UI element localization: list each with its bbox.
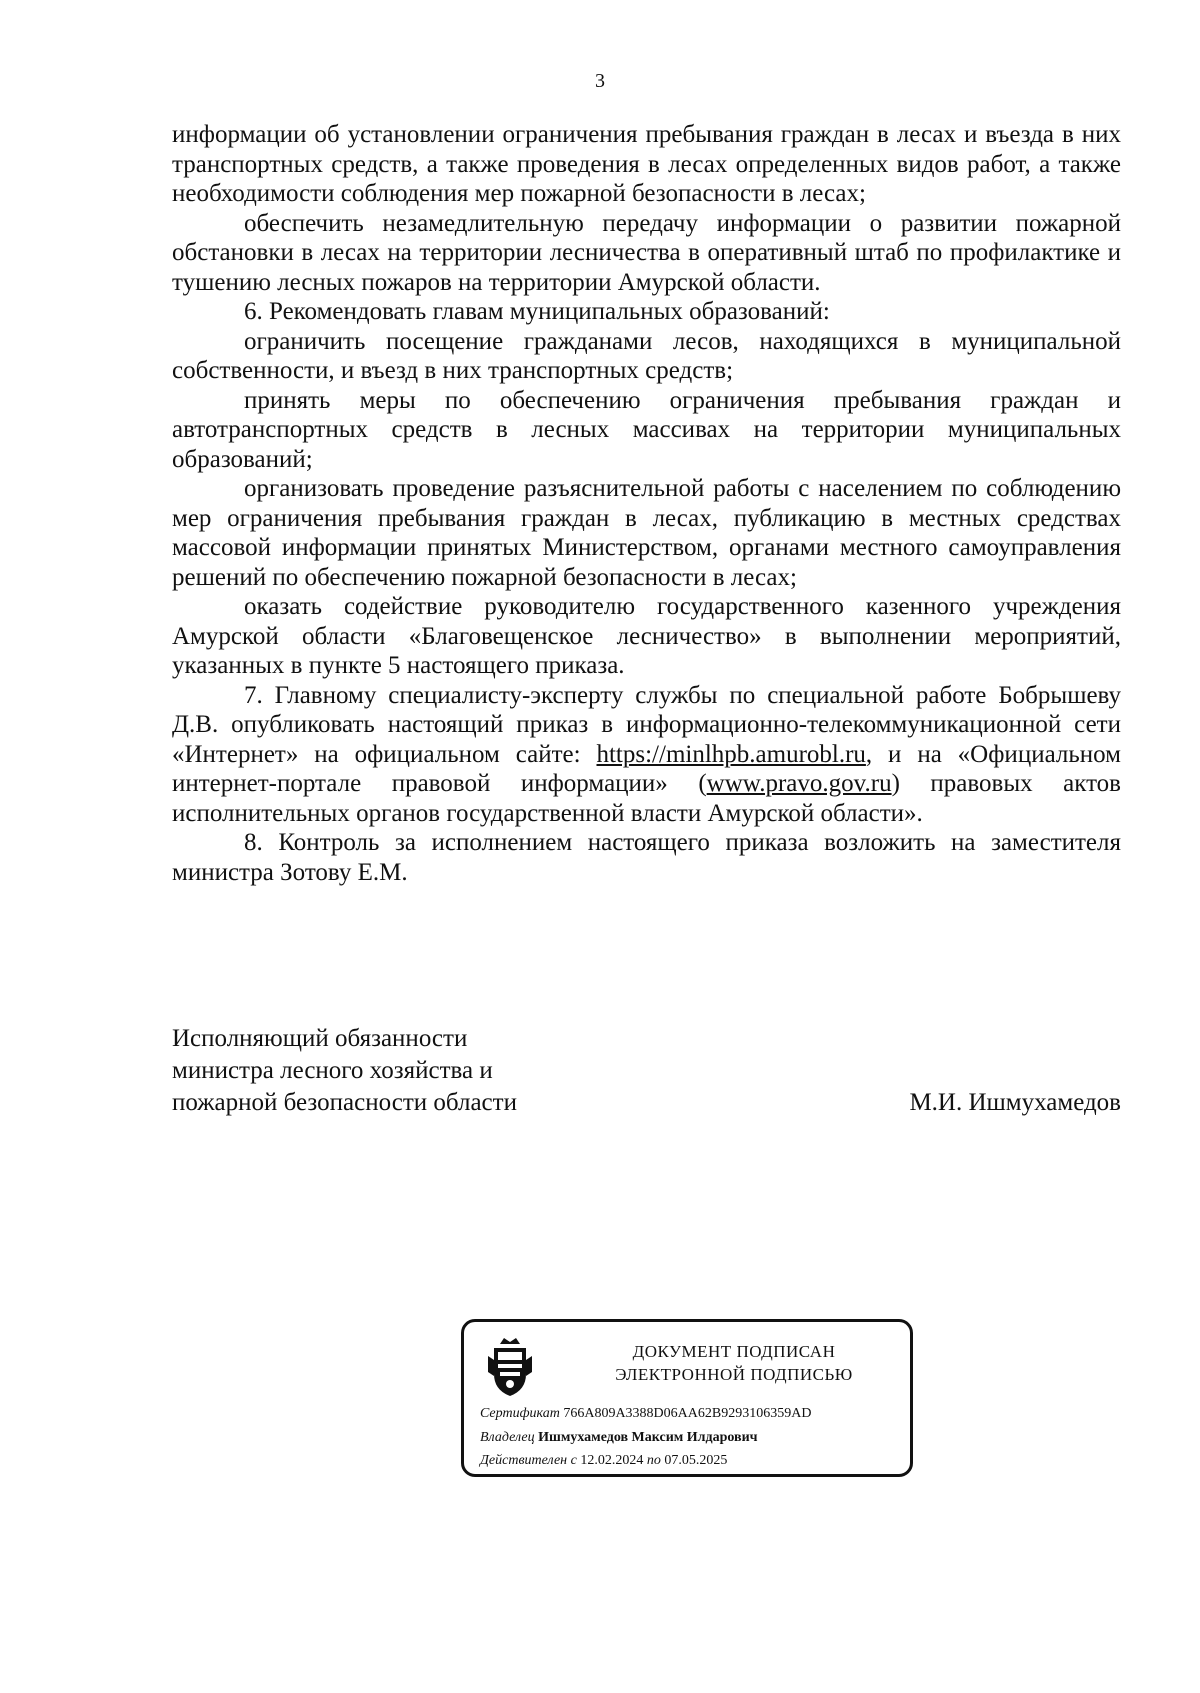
paragraph: обеспечить незамедлительную передачу информации о развитии пожарной обстановки в лесах на территории лесничества в оперативный штаб по профилактике и тушению лесных пожаров на территории Амурской области.: [172, 209, 1121, 296]
paragraph-7: [172, 681, 1121, 829]
e-signature-stamp: [461, 1319, 913, 1477]
signature-block: [172, 1023, 1121, 1119]
coat-of-arms-icon: [486, 1336, 534, 1398]
signatory-position-line: пожарной безопасности области: [172, 1089, 517, 1116]
owner-value: Ишмухамедов Максим Илдарович: [538, 1430, 758, 1445]
ministry-site-link[interactable]: https://minlhpb.amurobl.ru: [596, 740, 866, 768]
paragraph-7-text: ) правовых актов исполнительных органов государственной власти Амурской области».: [172, 770, 1121, 827]
certificate-label: Сертификат: [480, 1406, 560, 1421]
paragraph: информации об установлении ограничения пребывания граждан в лесах и въезда в них транспортных средств, а также проведения в лесах определенных видов работ, а также необходимости соблюдения мер пожарной безопасности в лесах;: [172, 121, 1121, 207]
paragraph: организовать проведение разъяснительной работы с населением по соблюдению мер ограничения пребывания граждан в лесах, публикацию в местных средствах массовой информации принятых Министерством, органами местного самоуправления решений по обеспечению пожарной безопасности в лесах;: [172, 475, 1121, 591]
certificate-value: 766A809A3388D06AA62B9293106359AD: [563, 1406, 812, 1421]
stamp-heading-line: ЭЛЕКТРОННОЙ ПОДПИСЬЮ: [615, 1365, 853, 1384]
signatory-position-line: Исполняющий обязанности: [172, 1025, 468, 1052]
stamp-owner: [480, 1430, 758, 1446]
order-body: [172, 120, 1121, 887]
paragraph-8: 8. Контроль за исполнением настоящего приказа возложить на заместителя министра Зотову Е.М.: [172, 829, 1121, 886]
paragraph: оказать содействие руководителю государственного казенного учреждения Амурской области «Благовещенское лесничество» в выполнении мероприятий, указанных в пункте 5 настоящего приказа.: [172, 593, 1121, 679]
stamp-validity: [480, 1453, 727, 1469]
signatory-position-line: министра лесного хозяйства и: [172, 1057, 493, 1084]
stamp-heading-line: ДОКУМЕНТ ПОДПИСАН: [632, 1342, 836, 1361]
paragraph-7-text: 7. Главному специалисту-эксперту службы по специальной работе Бобрышеву Д.В. опубликовать настоящий приказ в информационно-телекоммуникационной сети «Интернет» на официальном сайте:: [172, 681, 1121, 768]
stamp-certificate: [480, 1406, 811, 1422]
valid-to: 07.05.2025: [664, 1453, 728, 1468]
valid-from: 12.02.2024: [580, 1453, 644, 1468]
stamp-heading: [584, 1340, 884, 1386]
paragraph: принять меры по обеспечению ограничения пребывания граждан и автотранспортных средств в лесных массивах на территории муниципальных образований;: [172, 386, 1121, 473]
valid-to-label: по: [646, 1453, 661, 1468]
signatory-name: М.И. Ишмухамедов: [909, 1089, 1121, 1116]
page-number: 3: [595, 70, 605, 92]
owner-label: Владелец: [480, 1430, 535, 1445]
paragraph: ограничить посещение гражданами лесов, находящихся в муниципальной собственности, и въезд в них транспортных средств;: [172, 327, 1121, 384]
pravo-portal-link[interactable]: www.pravo.gov.ru: [706, 770, 892, 797]
paragraph-7-text: , и на «Официальном интернет-портале правовой информации» (: [172, 740, 1121, 797]
valid-label: Действителен с: [480, 1453, 577, 1468]
paragraph: 6. Рекомендовать главам муниципальных образований:: [244, 298, 830, 325]
